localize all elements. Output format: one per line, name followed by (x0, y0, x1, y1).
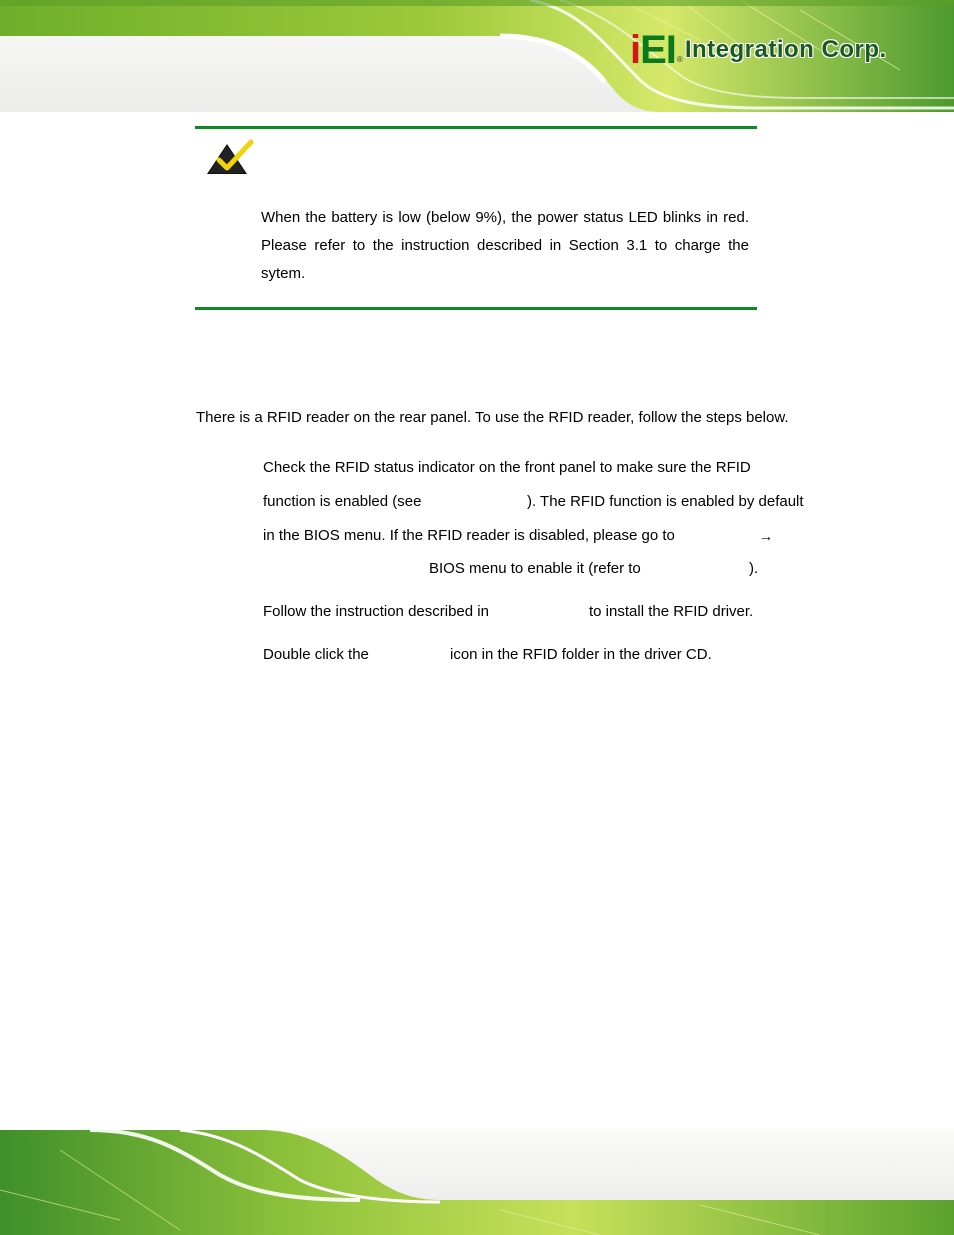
arrow-icon: → (759, 528, 773, 544)
check-mark-note-icon (203, 138, 255, 178)
footer-banner (0, 1130, 954, 1235)
note-top-rule (195, 126, 757, 129)
step2-text-a: Follow the instruction described in (263, 603, 489, 620)
company-logo (630, 28, 887, 72)
note-bottom-rule (195, 307, 757, 310)
step3-text-a: Double click the (263, 646, 369, 663)
step1-line2a: function is enabled (see (263, 493, 422, 510)
step2-text-b: to install the RFID driver. (589, 603, 754, 620)
step1-line4a: BIOS menu to enable it (refer to (429, 560, 641, 577)
registered-mark: ® (676, 54, 683, 64)
logo-text: Integration Corp. (684, 36, 887, 63)
step1-line4b: ). (749, 560, 759, 577)
intro-paragraph: There is a RFID reader on the rear panel. To use the RFID reader, follow the steps below. (196, 409, 789, 426)
step1-line2b: ). The RFID function is enabled by default (527, 493, 804, 510)
note-text: When the battery is low (below 9%), the power status LED blinks in red. Please refer to the instruction described in Section 3.1 to charge the sytem. (261, 209, 749, 282)
step1-line3: in the BIOS menu. If the RFID reader is disabled, please go to (263, 527, 675, 544)
step1-line1: Check the RFID status indicator on the front panel to make sure the RFID (263, 459, 751, 476)
step3-text-b: icon in the RFID folder in the driver CD. (450, 646, 712, 663)
logo-mark: iEI (630, 28, 676, 72)
